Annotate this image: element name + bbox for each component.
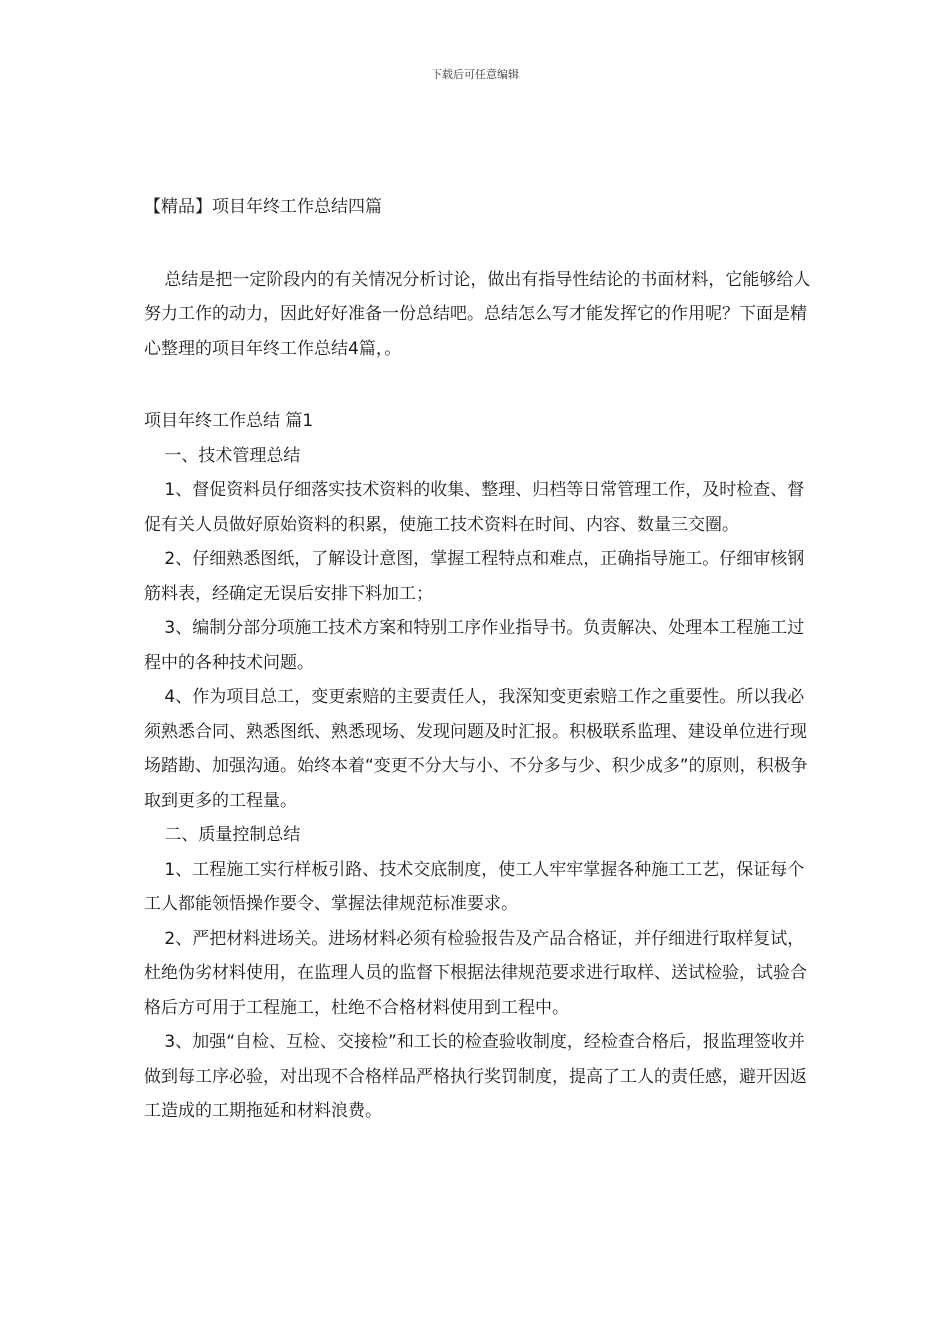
paragraph: 3、加强“自检、互检、交接检”和工长的检查验收制度，经检查合格后，报监理签收并做到每工序必验，对出现不合格样品严格执行奖罚制度，提高了工人的责任感，避开因返工造成的工期拖延和材料浪费。 [144, 1032, 807, 1121]
section-title: 项目年终工作总结 篇1 [144, 411, 314, 431]
heading-technical-management: 一、技术管理总结 [164, 445, 301, 466]
paragraph: 2、严把材料进场关。进场材料必须有检验报告及产品合格证，并仔细进行取样复试，杜绝伪劣材料使用，在监理人员的监督下根据法律规范要求进行取样、送试检验，试验合格后方可用于工程施工，杜绝不合格材料使用到工程中。 [144, 928, 807, 1018]
heading-quality-control: 二、质量控制总结 [164, 825, 301, 845]
paragraph: 3、编制分部分项施工技术方案和特别工序作业指导书。负责解决、处理本工程施工过程中的各种技术问题。 [144, 618, 805, 673]
paragraph: 1、工程施工实行样板引路、技术交底制度，使工人牢牢掌握各种施工工艺，保证每个工人都能领悟操作要令、掌握法律规范标准要求。 [144, 859, 805, 914]
paragraph: 4、作为项目总工，变更索赔的主要责任人，我深知变更索赔工作之重要性。所以我必须熟悉合同、熟悉图纸、熟悉现场、发现问题及时汇报。积极联系监理、建设单位进行现场踏勘、加强沟通。始终本着“变更不分大与小、不分多与少、积少成多”的原则，积极争取到更多的工程量。 [144, 687, 808, 811]
paragraph: 1、督促资料员仔细落实技术资料的收集、整理、归档等日常管理工作，及时检查、督促有关人员做好原始资料的积累，使施工技术资料在时间、内容、数量三交圈。 [144, 480, 805, 535]
intro-paragraph: 总结是把一定阶段内的有关情况分析讨论，做出有指导性结论的书面材料，它能够给人努力工作的动力，因此好好准备一份总结吧。总结怎么写才能发挥它的作用呢？下面是精心整理的项目年终工作总结4篇，。 [144, 269, 811, 359]
document-body [144, 190, 814, 1129]
document-title: 【精品】项目年终工作总结四篇 [144, 197, 382, 217]
page-header: 下载后可任意编辑 [431, 68, 519, 81]
paragraph: 2、仔细熟悉图纸，了解设计意图，掌握工程特点和难点，正确指导施工。仔细审核钢筋料表，经确定无误后安排下料加工； [144, 549, 805, 604]
